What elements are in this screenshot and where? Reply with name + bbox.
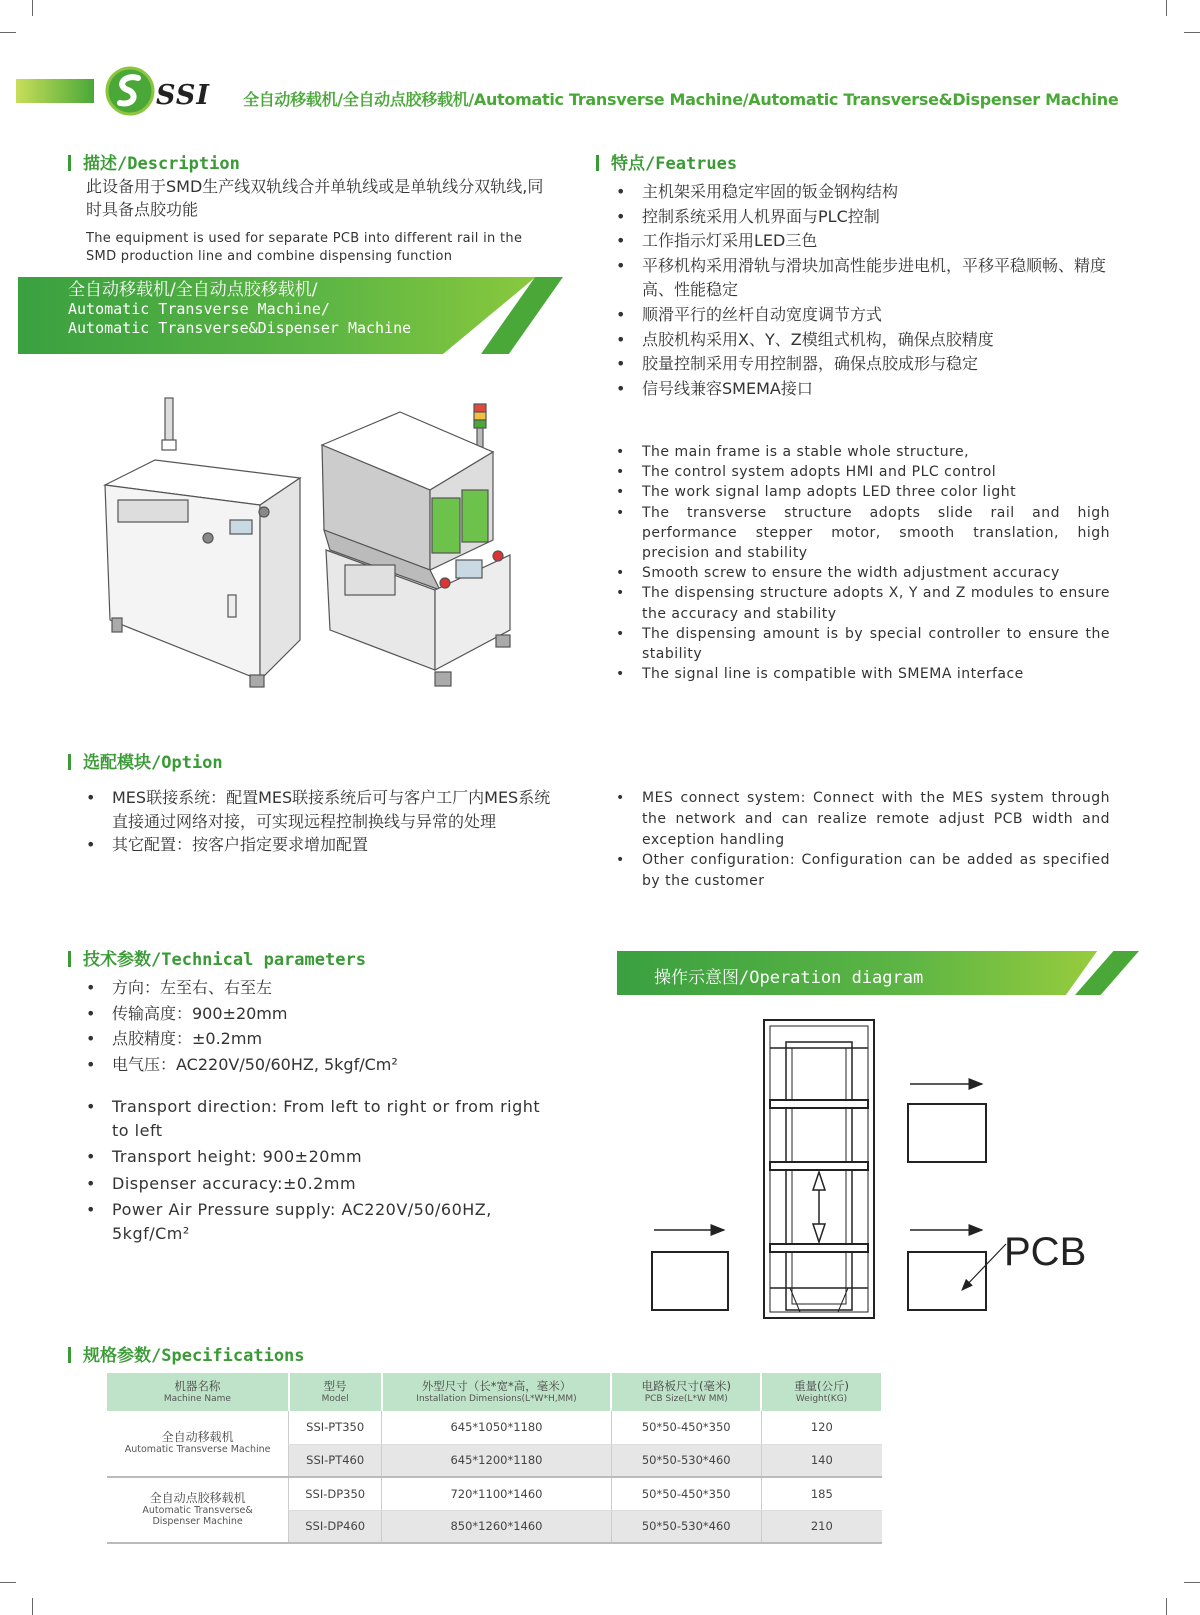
list-item: • The work signal lamp adopts LED three color light [616,484,1017,501]
crop-mark [32,0,33,16]
section-heading-description: 描述/Description [68,149,240,174]
section-heading-specifications: 规格参数/Specifications [68,1341,305,1366]
list-item: • 点胶机构采用X、Y、Z模组式机构，确保点胶精度 [616,329,994,349]
dimensions-cell: 645*1050*1180 [382,1411,612,1444]
list-item: • Transport direction: From left to right or from right to left [86,1097,541,1140]
description-zh: 此设备用于SMD生产线双轨线合并单轨线或是单轨线分双轨线,同时具备点胶功能 [86,177,544,219]
list-item: • Other configuration: Configuration can be added as specified by the customer [616,852,1110,890]
logo-text: SSI [156,80,211,111]
list-item: • 胶量控制采用专用控制器，确保点胶成形与稳定 [616,354,979,374]
banner-line-3: Automatic Transverse&Dispenser Machine [68,319,412,337]
dimensions-cell: 850*1260*1460 [382,1510,612,1543]
list-item: • MES connect system: Connect with the MES system through the network and can realize remote adjust PCB width and exception handling [616,790,1110,848]
operation-diagram-heading: 操作示意图/Operation diagram [654,968,924,988]
list-item: • Dispenser accuracy:±0.2mm [86,1173,357,1193]
list-item: • 信号线兼容SMEMA接口 [616,378,813,398]
pcb-size-cell: 50*50-530*460 [611,1444,761,1477]
dimensions-cell: 720*1100*1460 [382,1477,612,1510]
list-item: • 传输高度：900±20mm [86,1003,288,1023]
column-header: 机器名称 Machine Name [107,1373,289,1411]
header-accent-bar [16,79,94,103]
crop-mark [32,1598,33,1615]
list-item: • Transport height: 900±20mm [86,1147,363,1166]
section-heading-features: 特点/Featrues [596,149,737,174]
list-item: • The dispensing structure adopts X, Y and Z modules to ensure the accuracy and stability [616,585,1110,622]
crop-mark [1184,32,1200,33]
list-item: • 点胶精度：±0.2mm [86,1029,263,1049]
model-cell: SSI-DP350 [289,1477,382,1510]
option-zh-list [86,786,556,857]
list-item: • Smooth screw to ensure the width adjustment accuracy [616,565,1060,582]
crop-mark [0,1582,16,1583]
weight-cell: 185 [761,1477,882,1510]
table-header-row [107,1373,882,1411]
list-item: • Power Air Pressure supply: AC220V/50/60HZ, 5kgf/Cm² [86,1200,492,1243]
dimensions-cell: 645*1200*1180 [382,1444,612,1477]
list-item: • 主机架采用稳定牢固的钣金钢构结构 [616,182,899,201]
list-item: • 电气压：AC220V/50/60HZ, 5kgf/Cm² [86,1054,398,1074]
list-item: • 工作指示灯采用LED三色 [616,231,818,251]
features-zh-list [616,180,1106,401]
table-row [107,1477,882,1510]
machine-illustration [100,390,540,710]
list-item: • The control system adopts HMI and PLC control [616,464,997,481]
crop-mark [1166,0,1167,16]
weight-cell: 140 [761,1444,882,1477]
operation-diagram [640,1012,1100,1332]
machine-name-cell: 全自动移载机 Automatic Transverse Machine [107,1411,289,1477]
table-row [107,1411,882,1444]
list-item: • The main frame is a stable whole structure, [616,444,970,460]
column-header: 电路板尺寸(毫米) PCB Size(L*W MM) [611,1373,761,1411]
list-item: • The transverse structure adopts slide rail and high performance stepper motor, smooth translation, high precision and stability [616,504,1110,562]
banner-line-2: Automatic Transverse Machine/ [68,300,330,318]
ssi-logo-icon [104,66,156,116]
pcb-label: PCB [1004,1230,1087,1274]
column-header: 重量(公斤) Weight(KG) [761,1373,882,1411]
column-header: 外型尺寸（长*宽*高，毫米） Installation Dimensions(L*W*H,MM) [382,1373,612,1411]
option-en-list [616,788,1110,892]
list-item: • 控制系统采用人机界面与PLC控制 [616,206,880,226]
list-item: • The signal line is compatible with SMEMA interface [616,666,1024,683]
list-item: • MES联接系统：配置MES联接系统后可与客户工厂内MES系统直接通过网络对接，可实现远程控制换线与异常的处理 [86,788,551,831]
technical-en-list [86,1095,556,1245]
machine-name-cell: 全自动点胶移载机 Automatic Transverse& Dispenser Machine [107,1477,289,1543]
model-cell: SSI-DP460 [289,1510,382,1543]
crop-mark [1166,1598,1167,1615]
list-item: • 平移机构采用滑轨与滑块加高性能步进电机，平移平稳顺畅、精度高、性能稳定 [616,255,1107,300]
pcb-size-cell: 50*50-450*350 [611,1477,761,1510]
list-item: • 其它配置：按客户指定要求增加配置 [86,835,369,854]
section-heading-option: 选配模块/Option [68,748,223,773]
banner-line-1: 全自动移载机/全自动点胶移载机/ [68,280,318,300]
description-en: The equipment is used for separate PCB into different rail in the SMD production line and combine dispensing function [86,231,523,264]
page-title: 全自动移载机/全自动点胶移载机/Automatic Transverse Machine/Automatic Transverse&Dispenser Machine [243,90,1119,109]
section-heading-technical: 技术参数/Technical parameters [68,945,366,970]
list-item: • 顺滑平行的丝杆自动宽度调节方式 [616,304,883,324]
pcb-size-cell: 50*50-450*350 [611,1411,761,1444]
column-header: 型号 Model [289,1373,382,1411]
specifications-table [107,1373,883,1544]
weight-cell: 210 [761,1510,882,1543]
operation-diagram-banner [617,951,1139,995]
pcb-size-cell: 50*50-530*460 [611,1510,761,1543]
technical-zh-list [86,975,556,1077]
crop-mark [1184,1582,1200,1583]
model-cell: SSI-PT350 [289,1411,382,1444]
crop-mark [0,32,16,33]
weight-cell: 120 [761,1411,882,1444]
machine-banner [18,277,563,354]
features-en-list [616,442,1110,684]
list-item: • The dispensing amount is by special controller to ensure the stability [616,625,1110,663]
model-cell: SSI-PT460 [289,1444,382,1477]
list-item: • 方向：左至右、右至左 [86,978,273,997]
